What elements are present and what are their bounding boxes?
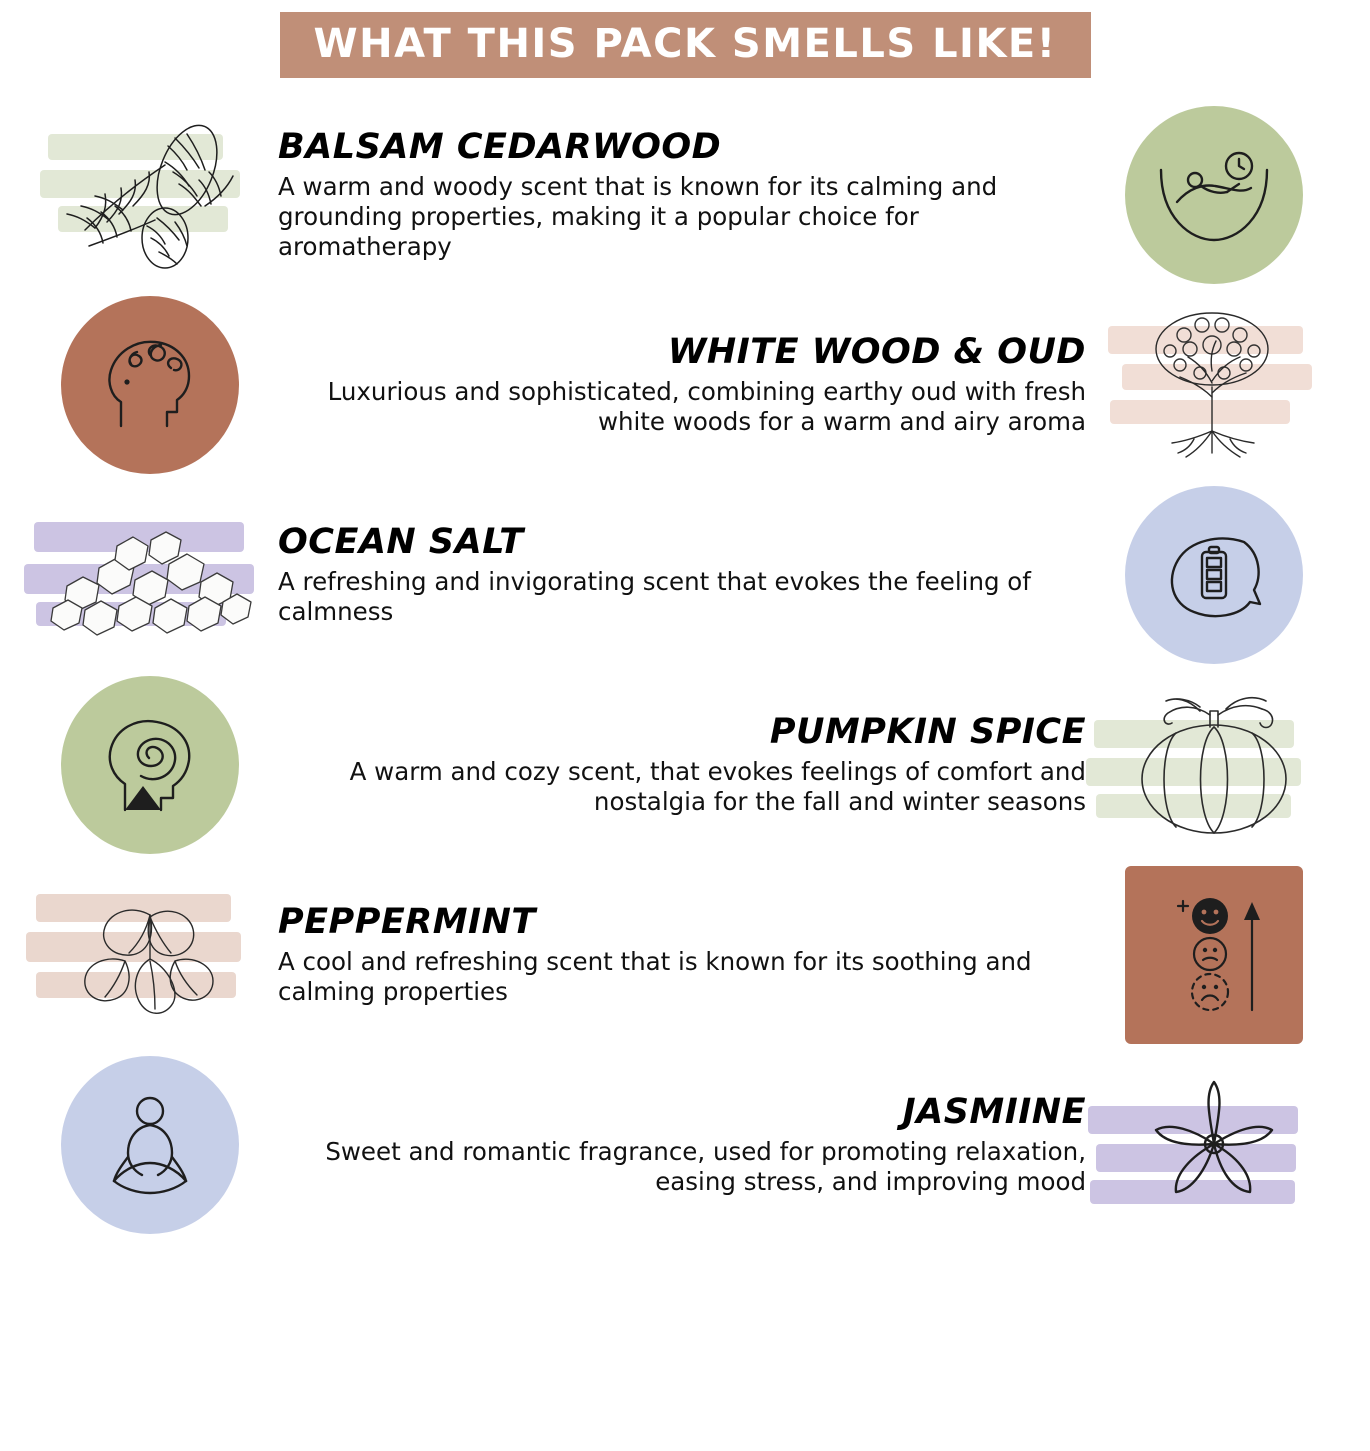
head-with-swirling-thoughts-icon: [61, 296, 239, 474]
scent-description: A cool and refreshing scent that is known for its soothing and calming properties: [278, 947, 1032, 1007]
list-item: [0, 290, 1370, 480]
person-meditating-icon: [61, 1056, 239, 1234]
peppermint-leaves-illustration: [55, 875, 245, 1035]
scent-name: JASMIINE: [902, 1091, 1086, 1132]
jasmiine-artwork: [1104, 1050, 1324, 1240]
pumpkin-spice-icon-area: [40, 670, 260, 860]
scent-list: [0, 100, 1370, 1240]
scent-name: PEPPERMINT: [278, 901, 536, 942]
list-item: [0, 480, 1370, 670]
scent-name: WHITE WOOD & OUD: [667, 331, 1086, 372]
scent-text: [260, 1093, 1104, 1197]
header-banner: [280, 12, 1091, 78]
pumpkin-spice-artwork: [1104, 670, 1324, 860]
jasmiine-icon-area: [40, 1050, 260, 1240]
scent-text: [260, 713, 1104, 817]
scent-name: PUMPKIN SPICE: [769, 711, 1086, 752]
white-wood-oud-icon-area: [40, 290, 260, 480]
list-item: [0, 670, 1370, 860]
peppermint-artwork: [40, 860, 260, 1050]
jasmine-flower-illustration: [1124, 1060, 1304, 1230]
scent-name: OCEAN SALT: [278, 521, 524, 562]
scent-description: A warm and woody scent that is known for its calming and grounding properties, making it a popular choice for aromatherapy: [278, 172, 998, 262]
peppermint-icon-area: [1104, 860, 1324, 1050]
pumpkin-illustration: [1114, 681, 1314, 849]
tree-with-roots-illustration: [1124, 301, 1304, 469]
balsam-cedarwood-artwork: [40, 100, 260, 290]
scent-description: Luxurious and sophisticated, combining earthy oud with fresh white woods for a warm and airy aroma: [327, 377, 1086, 437]
head-with-spiral-icon: [61, 676, 239, 854]
list-item: [0, 100, 1370, 290]
ocean-salt-icon-area: [1104, 480, 1324, 670]
list-item: [0, 860, 1370, 1050]
scent-text: [260, 333, 1104, 437]
scent-description: A warm and cozy scent, that evokes feelings of comfort and nostalgia for the fall and winter seasons: [349, 757, 1086, 817]
scent-text: [260, 903, 1104, 1007]
scent-text: [260, 523, 1104, 627]
person-resting-in-hammock-icon: [1125, 106, 1303, 284]
list-item: [0, 1050, 1370, 1240]
mood-improvement-arrow-icon: [1125, 866, 1303, 1044]
page-title: WHAT THIS PACK SMELLS LIKE!: [313, 21, 1057, 67]
scent-description: Sweet and romantic fragrance, used for promoting relaxation, easing stress, and improving mood: [325, 1137, 1086, 1197]
scent-text: [260, 128, 1104, 262]
pinecone-branch-illustration: [55, 110, 245, 280]
white-wood-oud-artwork: [1104, 290, 1324, 480]
scent-description: A refreshing and invigorating scent that evokes the feeling of calmness: [278, 567, 1031, 627]
balsam-cedarwood-icon-area: [1104, 100, 1324, 290]
sea-salt-crystals-illustration: [45, 510, 255, 640]
header: [0, 0, 1370, 78]
scent-name: BALSAM CEDARWOOD: [278, 126, 722, 167]
ocean-salt-artwork: [40, 480, 260, 670]
head-with-battery-icon: [1125, 486, 1303, 664]
